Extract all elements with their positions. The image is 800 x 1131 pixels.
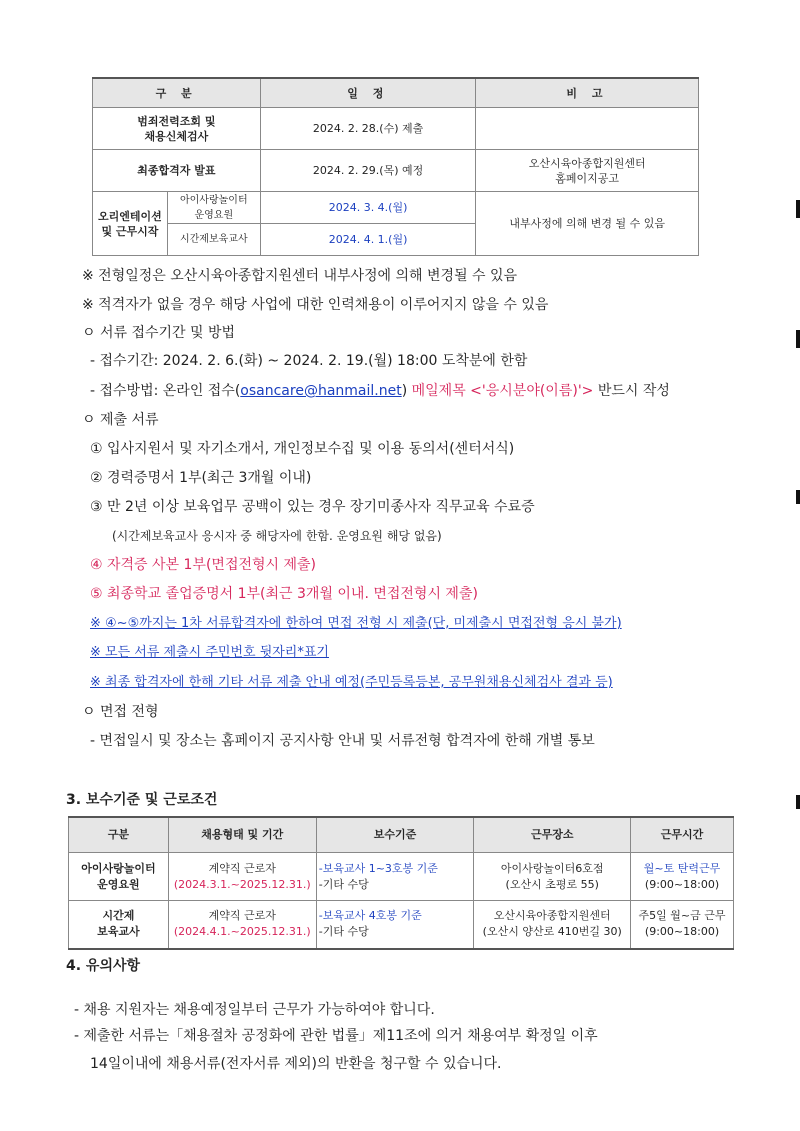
note-no-candidate: ※ 적격자가 없을 경우 해당 사업에 대한 인력채용이 이루어지지 않을 수 있음 — [82, 297, 549, 313]
doc-item-5: ⑤ 최종학교 졸업증명서 1부(최근 3개월 이내. 면접전형시 제출) — [90, 586, 478, 602]
doc-item-3: ③ 만 2년 이상 보육업무 공백이 있는 경우 장기미종사자 직무교육 수료증 — [90, 499, 535, 515]
row-date-teacher: 2024. 4. 1.(월) — [260, 224, 476, 256]
doc-item-3-note: (시간제보육교사 응시자 중 해당자에 한함. 운영요원 해당 없음) — [112, 529, 442, 543]
pay-hours-cell — [631, 853, 734, 901]
pay-type-cell — [168, 901, 316, 949]
table-row — [69, 901, 734, 949]
pay-salary-extra: -기타 수당 — [318, 925, 369, 939]
pay-role: 아이사랑놀이터 운영요원 — [69, 853, 169, 901]
row-note-orientation: 내부사정에 의해 변경 될 수 있음 — [476, 192, 699, 256]
row-label-check: 범죄전력조회 및 채용신체검사 — [93, 108, 261, 150]
doc-item-4: ④ 자격증 사본 1부(면접전형시 제출) — [90, 557, 316, 573]
pay-place-address: (오산시 초평로 55) — [505, 877, 599, 891]
header-remarks: 비 고 — [476, 78, 699, 108]
caution-line-3: 14일이내에 채용서류(전자서류 제외)의 반환을 청구할 수 있습니다. — [90, 1056, 502, 1072]
row-date-final: 2024. 2. 29.(목) 예정 — [260, 150, 476, 192]
pay-salary-cell — [316, 901, 474, 949]
pay-place-name: 아이사랑놀이터6호점 — [500, 861, 604, 875]
pay-period: (2024.3.1.~2025.12.31.) — [173, 877, 311, 891]
row-note-final: 오산시육아종합지원센터 홈페이지공고 — [476, 150, 699, 192]
row-label-orientation: 오리엔테이션 및 근무시작 — [93, 192, 168, 256]
section3-heading: 3. 보수기준 및 근로조건 — [66, 792, 218, 808]
pay-hours-cell — [631, 901, 734, 949]
row-date-operator: 2024. 3. 4.(월) — [260, 192, 476, 224]
interview-title: ㅇ 면접 전형 — [82, 704, 159, 720]
pay-header-place: 근무장소 — [474, 817, 631, 853]
doc-note-3: ※ 최종 합격자에 한해 기타 서류 제출 안내 예정(주민등록등본, 공무원채용신체검사 결과 등) — [90, 675, 613, 690]
caution-line-2: - 제출한 서류는「채용절차 공정화에 관한 법률」제11조에 의거 채용여부 확정일 이후 — [74, 1028, 598, 1044]
pay-hours-days: 월~토 탄력근무 — [643, 861, 721, 875]
section4-heading: 4. 유의사항 — [66, 958, 141, 974]
application-title: ㅇ 서류 접수기간 및 방법 — [82, 325, 236, 341]
pay-place-cell — [474, 901, 631, 949]
pay-place-cell — [474, 853, 631, 901]
pay-salary-base: -보육교사 1~3호봉 기준 — [318, 861, 438, 875]
edge-mark — [796, 330, 800, 348]
note-schedule-change: ※ 전형일정은 오산시육아종합지원센터 내부사정에 의해 변경될 수 있음 — [82, 268, 518, 284]
method-prefix: - 접수방법: 온라인 접수( — [90, 383, 241, 399]
pay-header-category: 구분 — [69, 817, 169, 853]
method-suffix: 반드시 작성 — [593, 383, 670, 399]
header-schedule: 일 정 — [260, 78, 476, 108]
pay-place-address: (오산시 양산로 410번길 30) — [482, 925, 622, 939]
documents-title: ㅇ 제출 서류 — [82, 412, 159, 428]
edge-mark — [796, 200, 800, 218]
pay-salary-extra: -기타 수당 — [318, 877, 369, 891]
edge-mark — [796, 490, 800, 504]
doc-item-2: ② 경력증명서 1부(최근 3개월 이내) — [90, 470, 312, 486]
pay-salary-base: -보육교사 4호봉 기준 — [318, 909, 422, 923]
pay-hours-time: (9:00~18:00) — [644, 877, 720, 891]
row-note-check — [476, 108, 699, 150]
table-row — [69, 853, 734, 901]
method-mid: ) — [401, 383, 408, 399]
pay-hours-days: 주5일 월~금 근무 — [638, 909, 726, 923]
pay-type-cell — [168, 853, 316, 901]
pay-place-name: 오산시육아종합지원센터 — [493, 909, 611, 923]
pay-role: 시간제 보육교사 — [69, 901, 169, 949]
doc-note-1: ※ ④~⑤까지는 1차 서류합격자에 한하여 면접 전형 시 제출(단, 미제출시 면접전형 응시 불가) — [90, 616, 622, 631]
header-category: 구 분 — [93, 78, 261, 108]
application-period: - 접수기간: 2024. 2. 6.(화) ~ 2024. 2. 19.(월) 18:00 도착분에 한함 — [90, 353, 528, 369]
caution-line-1: - 채용 지원자는 채용예정일부터 근무가 가능하여야 합니다. — [74, 1002, 435, 1018]
pay-header-hours: 근무시간 — [631, 817, 734, 853]
row-sub-teacher: 시간제보육교사 — [167, 224, 260, 256]
pay-header-salary: 보수기준 — [316, 817, 474, 853]
row-date-check: 2024. 2. 28.(수) 제출 — [260, 108, 476, 150]
pay-hours-time: (9:00~18:00) — [644, 925, 720, 939]
pay-salary-cell — [316, 853, 474, 901]
pay-type: 계약직 근로자 — [208, 909, 276, 923]
row-sub-operator: 아이사랑놀이터 운영요원 — [167, 192, 260, 224]
pay-type: 계약직 근로자 — [208, 861, 276, 875]
doc-note-2: ※ 모든 서류 제출시 주민번호 뒷자리*표기 — [90, 645, 329, 660]
email-link[interactable]: osancare@hanmail.net — [240, 383, 402, 399]
schedule-table — [92, 77, 699, 256]
doc-item-1: ① 입사지원서 및 자기소개서, 개인정보수집 및 이용 동의서(센터서식) — [90, 441, 515, 457]
row-label-final: 최종합격자 발표 — [93, 150, 261, 192]
pay-period: (2024.4.1.~2025.12.31.) — [173, 925, 311, 939]
interview-detail: - 면접일시 및 장소는 홈페이지 공지사항 안내 및 서류전형 합격자에 한해 개별 통보 — [90, 733, 595, 749]
pay-header-type: 채용형태 및 기간 — [168, 817, 316, 853]
application-method — [90, 381, 670, 401]
subject-rule: 메일제목 <'응시분야(이름)'> — [407, 383, 594, 399]
edge-mark — [796, 795, 800, 809]
pay-table — [68, 816, 734, 950]
